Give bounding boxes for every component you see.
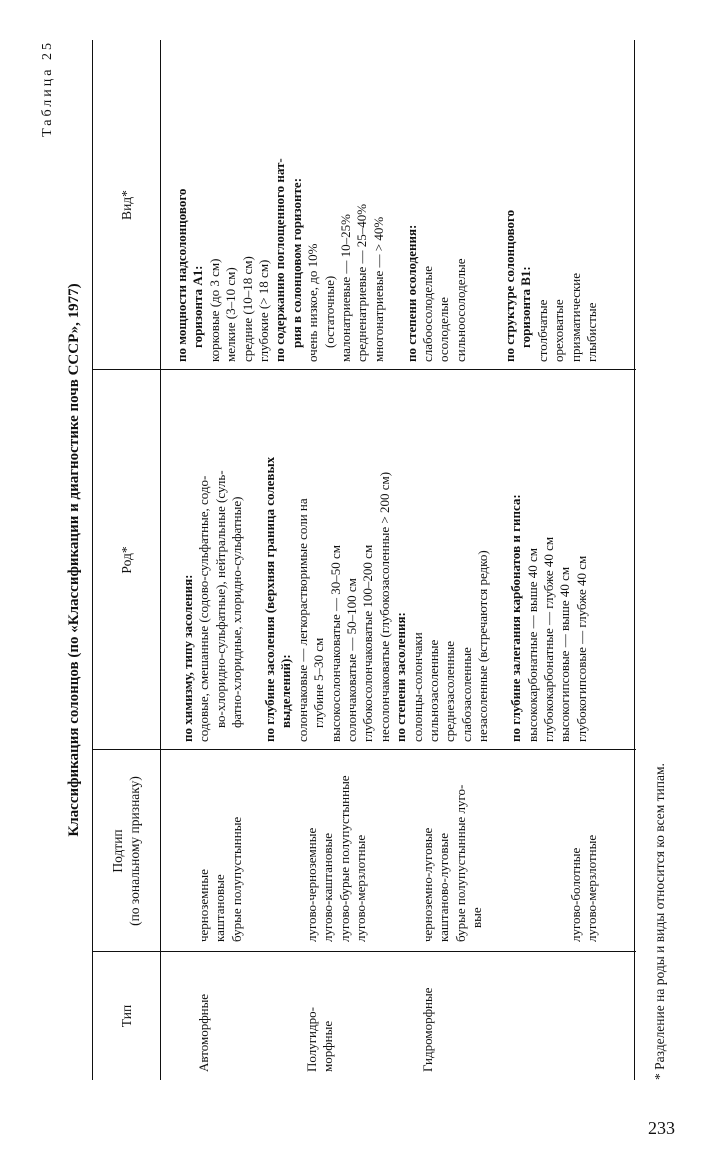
header-subtype: Подтип (по зональному признаку)	[110, 776, 142, 926]
subtypes-semihydromorphic: лугово-черноземные лугово-каштановые лугово-бурые полупустынные лугово-мерзлотные	[304, 775, 369, 942]
header-rule	[160, 40, 161, 1080]
header-type: Тип	[118, 1004, 134, 1028]
table-label: Таблица 25	[40, 40, 55, 137]
page-number: 233	[648, 1118, 675, 1138]
subtypes-automorphic: черноземные каштановые бурые полупустынные	[196, 816, 244, 942]
type-semihydromorphic: Полугидро- морфные	[304, 1007, 336, 1072]
rotated-page	[40, 40, 680, 1080]
type-automorphic: Автоморфные	[196, 993, 211, 1072]
column-divider-2	[92, 749, 636, 750]
type-hydromorphic: Гидроморфные	[420, 987, 435, 1072]
subtypes-hydromorphic: черноземно-луговые каштаново-луговые бурые полупустынные луго- вые лугово-болотные лугово-мерзлотные	[420, 784, 599, 942]
genus-list: по химизму, типу засоления: содовые, смешанные (содово-сульфатные, содо- во-хлоридно-сульфатные), нейтральные (суль- фатно-хлоридные, хлоридно-сульфатные) по глубине засоления (верхняя граница солевых выделений): солончаковые — легкорастворимые соли на глубине 5–30 см высокосолончаковатые — 30–50 см солончаковатые — 50–100 см глубокосолончаковатые 100–200 см несолончаковатые (глубокозасоленные > 200 см) по степени засоления: солонцы-солончаки сильнозасоленные среднезасоленные слабозасоленные незасоленные (встречаются редко) по глубине залегания карбонатов и гипса: высококарбонатные — выше 40 см глубококарбонатные — глубже 40 см высокогипсовые — выше 40 см глубокогипсовые — глубже 40 см	[180, 456, 589, 742]
table-title: Классификация солонцов (по «Классификации и диагностике почв СССР», 1977)	[66, 283, 82, 837]
species-list: по мощности надсолонцового горизонта А1: корковые (до 3 см) мелкие (3–10 см) средние (10–18 см) глубокие (> 18 см) по содержанию поглощенного нат- рия в солонцовом горизонте: очень низкое, до 10% (остаточные) малонатриевые — 10–25% средненатриевые — 25–40% многонатриевые — > 40% по степени осолодения: слабоосолоделые осолоделые сильноосолоделые по структуре солонцового горизонта В1: столбчатые ореховатые призматические глыбистые	[174, 158, 600, 362]
header-genus: Род*	[118, 546, 134, 574]
classification-table	[92, 40, 636, 1080]
header-species: Вид*	[118, 190, 134, 220]
table-bottom-rule	[634, 40, 635, 1080]
column-divider-1	[92, 951, 636, 952]
footnote: * Разделение на роды и виды относится ко всем типам.	[652, 763, 667, 1080]
column-divider-3	[92, 369, 636, 370]
